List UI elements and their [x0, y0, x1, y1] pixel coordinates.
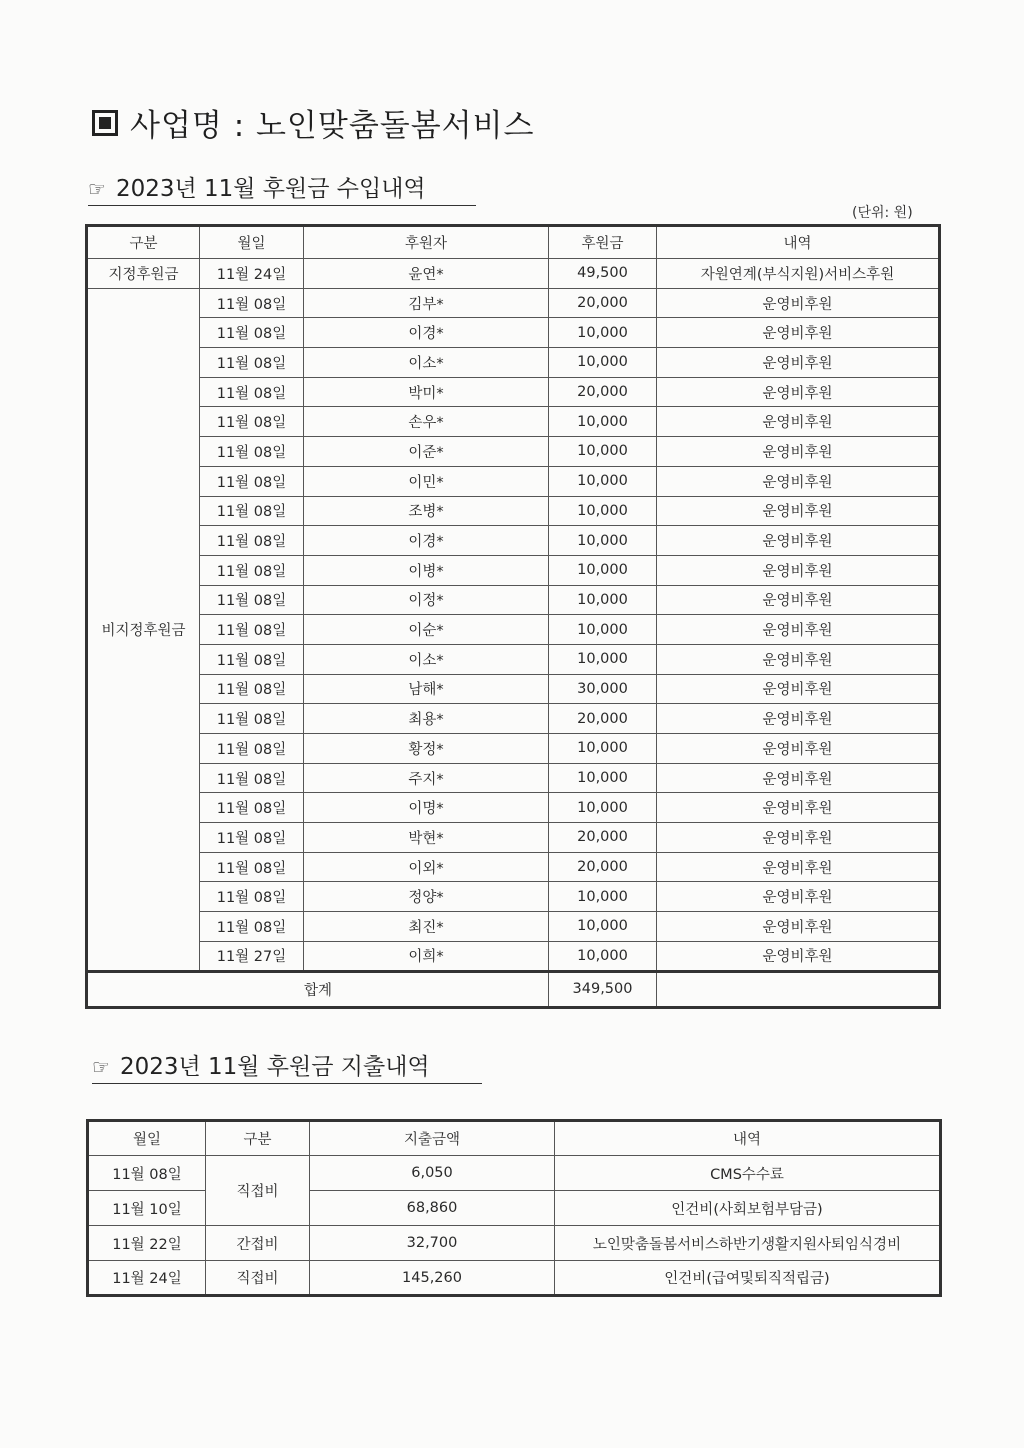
amount-cell: 10,000	[549, 941, 657, 971]
expense-table	[86, 1119, 942, 1297]
date-cell: 11월 27일	[200, 941, 304, 971]
date-cell: 11월 08일	[200, 823, 304, 853]
detail-cell: 운영비후원	[657, 852, 940, 882]
header-date: 월일	[88, 1121, 206, 1156]
amount-cell: 10,000	[549, 555, 657, 585]
detail-cell: 운영비후원	[657, 763, 940, 793]
donor-cell: 남해*	[304, 674, 549, 704]
table-row	[87, 585, 940, 615]
category-nondesignated: 비지정후원금	[87, 288, 200, 971]
category-cell: 직접비	[206, 1156, 310, 1226]
header-amount: 지출금액	[310, 1121, 555, 1156]
donor-cell: 박미*	[304, 377, 549, 407]
amount-cell: 10,000	[549, 763, 657, 793]
detail-cell: 운영비후원	[657, 466, 940, 496]
amount-cell: 49,500	[549, 259, 657, 289]
header-category: 구분	[87, 226, 200, 259]
detail-cell: 운영비후원	[657, 912, 940, 942]
table-row	[87, 259, 940, 289]
table-row	[87, 704, 940, 734]
detail-cell: 운영비후원	[657, 555, 940, 585]
table-row	[87, 437, 940, 467]
pointing-hand-icon: ☞	[88, 177, 106, 201]
amount-cell: 10,000	[549, 912, 657, 942]
date-cell: 11월 08일	[200, 704, 304, 734]
donor-cell: 황정*	[304, 734, 549, 764]
header-donor: 후원자	[304, 226, 549, 259]
donor-cell: 이준*	[304, 437, 549, 467]
table-row	[87, 852, 940, 882]
amount-cell: 30,000	[549, 674, 657, 704]
donor-cell: 이외*	[304, 852, 549, 882]
detail-cell: 운영비후원	[657, 941, 940, 971]
amount-cell: 10,000	[549, 615, 657, 645]
amount-cell: 10,000	[549, 644, 657, 674]
table-row	[87, 941, 940, 971]
income-table	[85, 224, 941, 1009]
table-row	[88, 1156, 941, 1191]
category-cell: 간접비	[206, 1226, 310, 1261]
amount-cell: 10,000	[549, 882, 657, 912]
date-cell: 11월 24일	[88, 1261, 206, 1296]
table-row	[87, 882, 940, 912]
table-row	[87, 734, 940, 764]
table-row	[87, 318, 940, 348]
donor-cell: 이경*	[304, 318, 549, 348]
header-category: 구분	[206, 1121, 310, 1156]
date-cell: 11월 08일	[200, 674, 304, 704]
detail-cell: 인건비(급여및퇴직적립금)	[555, 1261, 941, 1296]
donor-cell: 김부*	[304, 288, 549, 318]
table-row	[87, 912, 940, 942]
amount-cell: 145,260	[310, 1261, 555, 1296]
category-designated: 지정후원금	[87, 259, 200, 289]
amount-cell: 20,000	[549, 288, 657, 318]
header-detail: 내역	[555, 1121, 941, 1156]
table-row	[87, 288, 940, 318]
donor-cell: 이정*	[304, 585, 549, 615]
category-cell: 직접비	[206, 1261, 310, 1296]
detail-cell: 운영비후원	[657, 674, 940, 704]
total-detail-empty	[657, 971, 940, 1007]
donor-cell: 이병*	[304, 555, 549, 585]
amount-cell: 10,000	[549, 526, 657, 556]
expense-header-row	[88, 1121, 941, 1156]
page-title-text: 사업명 : 노인맞춤돌봄서비스	[130, 108, 535, 144]
total-amount: 349,500	[549, 971, 657, 1007]
donor-cell: 조병*	[304, 496, 549, 526]
amount-cell: 20,000	[549, 377, 657, 407]
date-cell: 11월 08일	[200, 318, 304, 348]
table-row	[87, 555, 940, 585]
donor-cell: 최진*	[304, 912, 549, 942]
amount-cell: 10,000	[549, 407, 657, 437]
date-cell: 11월 08일	[200, 407, 304, 437]
donor-cell: 윤연*	[304, 259, 549, 289]
amount-cell: 10,000	[549, 793, 657, 823]
detail-cell: 운영비후원	[657, 526, 940, 556]
amount-cell: 10,000	[549, 585, 657, 615]
detail-cell: 인건비(사회보험부담금)	[555, 1191, 941, 1226]
table-row	[87, 526, 940, 556]
donor-cell: 주지*	[304, 763, 549, 793]
table-row	[87, 793, 940, 823]
amount-cell: 20,000	[549, 852, 657, 882]
amount-cell: 10,000	[549, 348, 657, 378]
date-cell: 11월 08일	[200, 912, 304, 942]
income-section-title	[88, 170, 476, 206]
donor-cell: 이희*	[304, 941, 549, 971]
table-row	[88, 1226, 941, 1261]
donor-cell: 이명*	[304, 793, 549, 823]
date-cell: 11월 08일	[200, 348, 304, 378]
detail-cell: 운영비후원	[657, 644, 940, 674]
table-row	[87, 496, 940, 526]
amount-cell: 10,000	[549, 734, 657, 764]
detail-cell: 노인맞춤돌봄서비스하반기생활지원사퇴임식경비	[555, 1226, 941, 1261]
date-cell: 11월 22일	[88, 1226, 206, 1261]
table-row	[87, 823, 940, 853]
date-cell: 11월 08일	[200, 644, 304, 674]
total-row	[87, 971, 940, 1007]
detail-cell: 운영비후원	[657, 882, 940, 912]
donor-cell: 이소*	[304, 348, 549, 378]
date-cell: 11월 24일	[200, 259, 304, 289]
detail-cell: 운영비후원	[657, 318, 940, 348]
donor-cell: 정양*	[304, 882, 549, 912]
detail-cell: 운영비후원	[657, 823, 940, 853]
detail-cell: 자원연계(부식지원)서비스후원	[657, 259, 940, 289]
date-cell: 11월 08일	[200, 734, 304, 764]
table-row	[87, 407, 940, 437]
pointing-hand-icon: ☞	[92, 1055, 110, 1079]
date-cell: 11월 08일	[200, 377, 304, 407]
date-cell: 11월 10일	[88, 1191, 206, 1226]
table-row	[87, 615, 940, 645]
date-cell: 11월 08일	[200, 882, 304, 912]
table-row	[87, 644, 940, 674]
table-row	[88, 1261, 941, 1296]
detail-cell: 운영비후원	[657, 615, 940, 645]
amount-cell: 20,000	[549, 823, 657, 853]
donor-cell: 손우*	[304, 407, 549, 437]
detail-cell: 운영비후원	[657, 496, 940, 526]
date-cell: 11월 08일	[200, 526, 304, 556]
header-date: 월일	[200, 226, 304, 259]
donor-cell: 이경*	[304, 526, 549, 556]
detail-cell: 운영비후원	[657, 793, 940, 823]
date-cell: 11월 08일	[200, 466, 304, 496]
amount-cell: 20,000	[549, 704, 657, 734]
expense-title-text: 2023년 11월 후원금 지출내역	[119, 1054, 430, 1080]
detail-cell: 운영비후원	[657, 704, 940, 734]
date-cell: 11월 08일	[88, 1156, 206, 1191]
detail-cell: 운영비후원	[657, 377, 940, 407]
table-row	[87, 348, 940, 378]
table-row	[87, 466, 940, 496]
header-amount: 후원금	[549, 226, 657, 259]
date-cell: 11월 08일	[200, 437, 304, 467]
amount-cell: 68,860	[310, 1191, 555, 1226]
donor-cell: 최용*	[304, 704, 549, 734]
date-cell: 11월 08일	[200, 288, 304, 318]
page-title	[92, 100, 535, 145]
amount-cell: 10,000	[549, 466, 657, 496]
amount-cell: 10,000	[549, 496, 657, 526]
table-row	[87, 674, 940, 704]
date-cell: 11월 08일	[200, 852, 304, 882]
detail-cell: 운영비후원	[657, 407, 940, 437]
total-label: 합계	[87, 971, 549, 1007]
square-bullet-icon	[92, 110, 118, 136]
amount-cell: 10,000	[549, 437, 657, 467]
table-row	[87, 377, 940, 407]
detail-cell: 운영비후원	[657, 288, 940, 318]
expense-section-title	[92, 1048, 482, 1084]
income-title-text: 2023년 11월 후원금 수입내역	[115, 176, 426, 202]
detail-cell: 운영비후원	[657, 348, 940, 378]
table-row	[87, 763, 940, 793]
date-cell: 11월 08일	[200, 496, 304, 526]
detail-cell: 운영비후원	[657, 437, 940, 467]
amount-cell: 6,050	[310, 1156, 555, 1191]
donor-cell: 이민*	[304, 466, 549, 496]
date-cell: 11월 08일	[200, 585, 304, 615]
date-cell: 11월 08일	[200, 763, 304, 793]
header-detail: 내역	[657, 226, 940, 259]
date-cell: 11월 08일	[200, 555, 304, 585]
date-cell: 11월 08일	[200, 615, 304, 645]
donor-cell: 박현*	[304, 823, 549, 853]
unit-label: (단위: 원)	[852, 205, 913, 221]
amount-cell: 32,700	[310, 1226, 555, 1261]
income-header-row	[87, 226, 940, 259]
donor-cell: 이순*	[304, 615, 549, 645]
donor-cell: 이소*	[304, 644, 549, 674]
amount-cell: 10,000	[549, 318, 657, 348]
detail-cell: 운영비후원	[657, 734, 940, 764]
date-cell: 11월 08일	[200, 793, 304, 823]
detail-cell: 운영비후원	[657, 585, 940, 615]
detail-cell: CMS수수료	[555, 1156, 941, 1191]
